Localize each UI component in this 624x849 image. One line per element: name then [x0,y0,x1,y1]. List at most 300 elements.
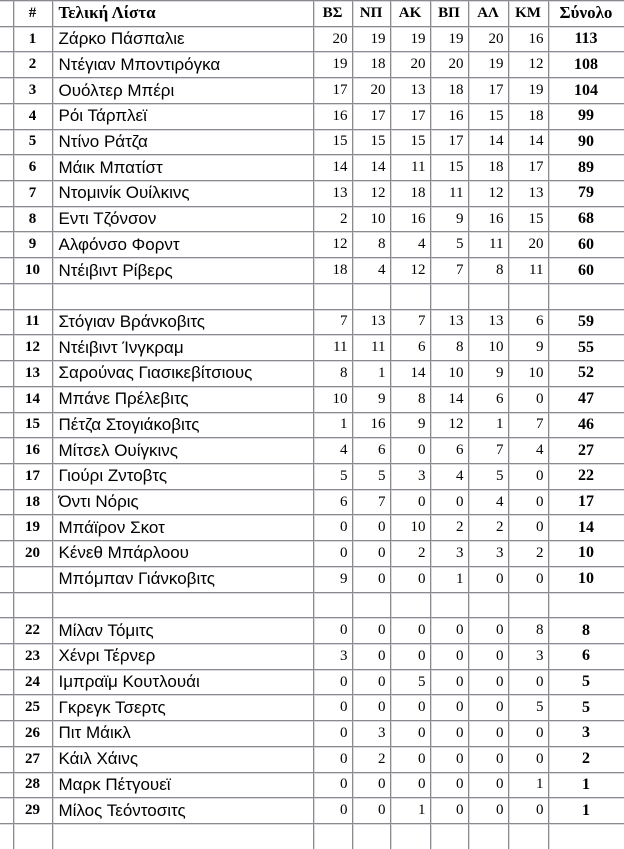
stat-cell-1 [313,592,352,618]
stat-cell-4: 14 [430,386,468,412]
stat-cell-1: 18 [313,258,352,284]
rank-cell: 7 [13,181,52,207]
stat-cell-5: 17 [468,78,508,104]
rank-cell: 25 [13,695,52,721]
player-name-cell: Ζάρκο Πάσπαλιε [52,26,313,52]
stat-cell-4: 19 [430,26,468,52]
stat-cell-5: 0 [468,566,508,592]
stat-cell-4: 9 [430,206,468,232]
stat-cell-4: 0 [430,669,468,695]
stat-cell-6: 5 [508,695,548,721]
rank-cell: 17 [13,463,52,489]
stat-cell-1 [313,824,352,849]
stat-cell-6 [508,824,548,849]
stat-cell-4: 0 [430,798,468,824]
stat-cell-1: 0 [313,515,352,541]
stat-cell-5: 8 [468,258,508,284]
player-name-cell: Εντι Τζόνσον [52,206,313,232]
stat-cell-2: 11 [352,335,390,361]
stat-cell-1: 0 [313,541,352,567]
total-cell: 68 [548,206,624,232]
player-row [0,78,624,104]
stat-cell-2: 13 [352,309,390,335]
stat-cell-3: 1 [390,798,430,824]
stat-cell-1: 0 [313,746,352,772]
stat-cell-3: 13 [390,78,430,104]
total-cell: 46 [548,412,624,438]
stat-cell-1: 9 [313,566,352,592]
stat-cell-5: 19 [468,52,508,78]
stat-cell-1: 7 [313,309,352,335]
stat-cell-6: 20 [508,232,548,258]
left-margin-cell [0,772,13,798]
stat-cell-5: 0 [468,643,508,669]
player-name-cell: Μπάϊρον Σκοτ [52,515,313,541]
stat-cell-5: 7 [468,438,508,464]
stat-cell-1: 0 [313,618,352,644]
stat-cell-6: 15 [508,206,548,232]
rank-cell: 13 [13,361,52,387]
player-name-cell: Ρόι Τάρπλεϊ [52,103,313,129]
total-cell [548,592,624,618]
stat-cell-3: 6 [390,335,430,361]
player-name-cell [52,824,313,849]
rank-cell: 5 [13,129,52,155]
stat-cell-2: 7 [352,489,390,515]
stat-cell-5 [468,824,508,849]
stat-cell-4: 12 [430,412,468,438]
player-name-cell: Ντομινίκ Ουίλκινς [52,181,313,207]
stat-cell-2 [352,592,390,618]
stat-cell-3 [390,592,430,618]
total-cell: 8 [548,618,624,644]
rank-cell: 6 [13,155,52,181]
player-row [0,155,624,181]
stat-cell-4: 5 [430,232,468,258]
stat-cell-4: 8 [430,335,468,361]
total-column-header: Σύνολο [548,1,624,27]
table-body [0,26,624,849]
player-name-cell [52,283,313,309]
left-margin-cell [0,746,13,772]
spacer-row [0,824,624,849]
player-row [0,541,624,567]
stat-cell-1: 10 [313,386,352,412]
stat-cell-1: 0 [313,772,352,798]
player-row [0,438,624,464]
left-margin-cell [0,335,13,361]
player-name-cell: Κένεθ Μπάρλοου [52,541,313,567]
stat-cell-5 [468,283,508,309]
left-margin-cell [0,103,13,129]
stat-cell-3: 12 [390,258,430,284]
stat-cell-5: 0 [468,695,508,721]
player-row [0,309,624,335]
left-margin-cell [0,258,13,284]
stat-cell-2: 12 [352,181,390,207]
left-margin-cell [0,618,13,644]
player-row [0,746,624,772]
rank-cell: 12 [13,335,52,361]
stat-cell-1: 0 [313,721,352,747]
stat-cell-2: 0 [352,643,390,669]
stat-cell-5 [468,592,508,618]
left-margin-cell [0,283,13,309]
stat-cell-3: 0 [390,618,430,644]
total-cell: 3 [548,721,624,747]
stat-cell-4 [430,283,468,309]
stat-cell-2: 0 [352,515,390,541]
stat-cell-3 [390,283,430,309]
total-cell: 89 [548,155,624,181]
total-cell: 1 [548,772,624,798]
player-name-cell: Αλφόνσο Φορντ [52,232,313,258]
rank-cell: 1 [13,26,52,52]
stat-cell-4 [430,824,468,849]
rank-cell: 4 [13,103,52,129]
stat-cell-4: 20 [430,52,468,78]
stat-cell-6: 16 [508,26,548,52]
stat-cell-2: 17 [352,103,390,129]
stat-cell-4: 0 [430,695,468,721]
player-row [0,206,624,232]
stat-cell-3: 18 [390,181,430,207]
stat-cell-1: 3 [313,643,352,669]
player-name-cell: Στόγιαν Βράνκοβιτς [52,309,313,335]
stat-cell-3: 0 [390,695,430,721]
total-cell: 10 [548,566,624,592]
total-cell: 1 [548,798,624,824]
rank-cell: 15 [13,412,52,438]
player-row [0,772,624,798]
stat-cell-5: 0 [468,669,508,695]
stat-cell-6: 10 [508,361,548,387]
stat-cell-1: 0 [313,695,352,721]
stat-cell-6: 0 [508,515,548,541]
stat-cell-6: 13 [508,181,548,207]
stat-cell-5: 6 [468,386,508,412]
stat-cell-4: 0 [430,746,468,772]
stat-cell-4: 0 [430,618,468,644]
rank-cell: 9 [13,232,52,258]
total-cell: 14 [548,515,624,541]
left-margin-cell [0,824,13,849]
total-cell: 5 [548,695,624,721]
left-margin-cell [0,669,13,695]
player-row [0,26,624,52]
left-margin-cell [0,566,13,592]
stat-cell-5: 9 [468,361,508,387]
player-row [0,669,624,695]
left-margin-cell [0,386,13,412]
rank-cell [13,283,52,309]
player-row [0,181,624,207]
stat-column-header-km: ΚΜ [508,1,548,27]
stat-column-header-np: ΝΠ [352,1,390,27]
total-cell: 22 [548,463,624,489]
player-row [0,489,624,515]
stat-cell-4: 0 [430,643,468,669]
stat-cell-1: 20 [313,26,352,52]
left-margin-cell [0,78,13,104]
stat-cell-2: 2 [352,746,390,772]
player-name-cell: Μαρκ Πέτγουεϊ [52,772,313,798]
stat-cell-6: 0 [508,463,548,489]
stat-cell-2: 0 [352,618,390,644]
player-row [0,232,624,258]
stat-column-header-bp: ΒΠ [430,1,468,27]
left-margin-cell [0,361,13,387]
stat-cell-6: 0 [508,746,548,772]
stat-cell-1: 0 [313,798,352,824]
rank-cell: 2 [13,52,52,78]
player-row [0,463,624,489]
total-cell: 6 [548,643,624,669]
left-margin-cell [0,515,13,541]
stat-cell-5: 0 [468,721,508,747]
player-row [0,721,624,747]
left-margin-cell [0,309,13,335]
stat-cell-5: 1 [468,412,508,438]
stat-cell-1: 6 [313,489,352,515]
stat-cell-2: 1 [352,361,390,387]
stat-cell-4: 6 [430,438,468,464]
left-margin-header-cell [0,1,13,27]
stat-cell-6: 17 [508,155,548,181]
player-name-cell: Πέτζα Στογιάκοβιτς [52,412,313,438]
stat-cell-3: 11 [390,155,430,181]
left-margin-cell [0,721,13,747]
stat-cell-6: 0 [508,721,548,747]
stat-cell-5: 3 [468,541,508,567]
rank-cell: 19 [13,515,52,541]
stat-cell-6: 6 [508,309,548,335]
stat-cell-6: 4 [508,438,548,464]
stat-cell-5: 20 [468,26,508,52]
stat-cell-4: 13 [430,309,468,335]
stat-cell-2: 0 [352,798,390,824]
left-margin-cell [0,129,13,155]
stat-cell-1: 17 [313,78,352,104]
left-margin-cell [0,155,13,181]
player-name-cell: Ντέιβιντ Ρίβερς [52,258,313,284]
rank-cell [13,566,52,592]
stat-cell-5: 14 [468,129,508,155]
player-name-cell: Μάικ Μπατίστ [52,155,313,181]
stat-cell-3: 0 [390,489,430,515]
stat-cell-2: 0 [352,541,390,567]
stat-cell-6: 0 [508,669,548,695]
stat-cell-5: 0 [468,618,508,644]
stat-cell-3: 0 [390,746,430,772]
stat-cell-2: 18 [352,52,390,78]
player-name-cell: Ιμπραϊμ Κουτλουάι [52,669,313,695]
stat-cell-4: 11 [430,181,468,207]
stat-cell-4: 10 [430,361,468,387]
stat-cell-4: 1 [430,566,468,592]
stat-cell-3: 8 [390,386,430,412]
final-list-column-header: Τελική Λίστα [52,1,313,27]
rank-column-header: # [13,1,52,27]
left-margin-cell [0,592,13,618]
stat-cell-2: 15 [352,129,390,155]
stat-cell-6: 7 [508,412,548,438]
stat-cell-3: 14 [390,361,430,387]
player-row [0,52,624,78]
stat-cell-2: 14 [352,155,390,181]
total-cell: 60 [548,232,624,258]
total-cell: 99 [548,103,624,129]
player-name-cell: Μπόμπαν Γιάνκοβιτς [52,566,313,592]
header-row [0,1,624,27]
stat-cell-4: 2 [430,515,468,541]
stat-cell-3: 4 [390,232,430,258]
player-name-cell: Ντίνο Ράτζα [52,129,313,155]
stat-cell-2: 19 [352,26,390,52]
left-margin-cell [0,206,13,232]
rank-cell: 11 [13,309,52,335]
stat-cell-3: 3 [390,463,430,489]
left-margin-cell [0,26,13,52]
stat-cell-6: 14 [508,129,548,155]
left-margin-cell [0,489,13,515]
rank-cell: 26 [13,721,52,747]
player-name-cell: Κάιλ Χάινς [52,746,313,772]
left-margin-cell [0,695,13,721]
stat-cell-3: 10 [390,515,430,541]
total-cell: 47 [548,386,624,412]
stat-cell-5: 4 [468,489,508,515]
total-cell: 90 [548,129,624,155]
player-row [0,618,624,644]
player-row [0,103,624,129]
player-row [0,566,624,592]
stat-cell-2: 9 [352,386,390,412]
player-row [0,515,624,541]
stat-cell-6: 11 [508,258,548,284]
player-name-cell: Σαρούνας Γιασικεβίτσιους [52,361,313,387]
left-margin-cell [0,643,13,669]
rank-cell: 14 [13,386,52,412]
stat-cell-1: 8 [313,361,352,387]
rank-cell: 22 [13,618,52,644]
stat-cell-1: 16 [313,103,352,129]
player-name-cell: Γκρεγκ Τσερτς [52,695,313,721]
rank-cell [13,824,52,849]
stat-cell-2: 20 [352,78,390,104]
stat-cell-4: 0 [430,772,468,798]
stat-column-header-al: ΑΛ [468,1,508,27]
stat-cell-1: 13 [313,181,352,207]
stat-cell-3: 0 [390,721,430,747]
stat-cell-6: 18 [508,103,548,129]
stat-cell-6: 0 [508,566,548,592]
stat-cell-6 [508,592,548,618]
total-cell: 10 [548,541,624,567]
stat-cell-5: 13 [468,309,508,335]
stat-cell-4: 4 [430,463,468,489]
rank-cell: 24 [13,669,52,695]
stat-cell-3 [390,824,430,849]
rank-cell: 23 [13,643,52,669]
stat-cell-3: 19 [390,26,430,52]
total-cell: 108 [548,52,624,78]
stat-cell-2: 10 [352,206,390,232]
stat-cell-5: 0 [468,746,508,772]
stat-cell-1: 15 [313,129,352,155]
total-cell: 2 [548,746,624,772]
stat-cell-1: 0 [313,669,352,695]
stat-cell-2: 8 [352,232,390,258]
stat-cell-2: 16 [352,412,390,438]
stat-cell-3: 0 [390,772,430,798]
player-name-cell: Μπάνε Πρέλεβιτς [52,386,313,412]
stat-cell-6: 9 [508,335,548,361]
stat-cell-4: 15 [430,155,468,181]
stat-cell-2: 5 [352,463,390,489]
stat-cell-2 [352,824,390,849]
player-row [0,361,624,387]
stat-cell-5: 10 [468,335,508,361]
player-name-cell [52,592,313,618]
total-cell: 5 [548,669,624,695]
stat-cell-4: 0 [430,489,468,515]
stat-cell-4: 16 [430,103,468,129]
rank-cell: 16 [13,438,52,464]
stat-cell-5: 16 [468,206,508,232]
left-margin-cell [0,798,13,824]
stat-cell-3: 0 [390,438,430,464]
player-name-cell: Πιτ Μάικλ [52,721,313,747]
stat-cell-2: 6 [352,438,390,464]
stat-cell-6: 12 [508,52,548,78]
player-name-cell: Γιούρι Ζντοβτς [52,463,313,489]
stat-column-header-bs: ΒΣ [313,1,352,27]
player-name-cell: Ουόλτερ Μπέρι [52,78,313,104]
stat-cell-3: 7 [390,309,430,335]
stat-cell-6: 19 [508,78,548,104]
player-name-cell: Ντέιβιντ Ίνγκραμ [52,335,313,361]
stat-cell-5: 5 [468,463,508,489]
stat-cell-1: 4 [313,438,352,464]
rank-cell: 10 [13,258,52,284]
spacer-row [0,283,624,309]
total-cell [548,283,624,309]
left-margin-cell [0,438,13,464]
rank-cell: 27 [13,746,52,772]
player-name-cell: Μίλος Τεόντοσιτς [52,798,313,824]
player-row [0,258,624,284]
rank-cell: 20 [13,541,52,567]
stat-cell-2 [352,283,390,309]
stat-cell-1: 14 [313,155,352,181]
player-name-cell: Ντέγιαν Μποντιρόγκα [52,52,313,78]
stat-cell-1: 2 [313,206,352,232]
stat-cell-6: 1 [508,772,548,798]
left-margin-cell [0,52,13,78]
rank-cell: 29 [13,798,52,824]
stat-cell-3: 20 [390,52,430,78]
stat-cell-5: 2 [468,515,508,541]
left-margin-cell [0,232,13,258]
player-row [0,129,624,155]
rank-cell [13,592,52,618]
player-name-cell: Μίλαν Τόμιτς [52,618,313,644]
stat-cell-6 [508,283,548,309]
player-row [0,335,624,361]
stat-cell-5: 0 [468,798,508,824]
player-row [0,695,624,721]
